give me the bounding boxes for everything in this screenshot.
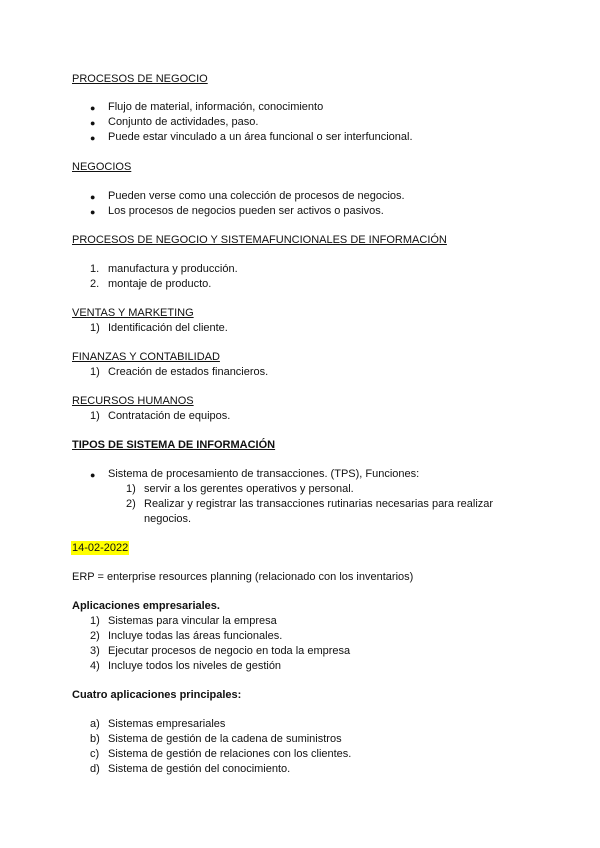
list-item: Realizar y registrar las transacciones rutinarias necesarias para realizar (144, 498, 494, 510)
erp-definition: ERP = enterprise resources planning (relacionado con los inventarios) (72, 571, 414, 583)
list-marker: 4) (90, 660, 100, 672)
list-marker: a) (90, 718, 100, 730)
date-highlight: 14-02-2022 (72, 542, 129, 554)
list-item: Sistemas empresariales (108, 718, 226, 730)
heading-ventas: VENTAS Y MARKETING (72, 307, 194, 319)
list-item: Incluye todas las áreas funcionales. (108, 630, 283, 642)
heading-finanzas: FINANZAS Y CONTABILIDAD (72, 351, 220, 363)
bullet-icon: ● (90, 192, 96, 202)
heading-negocios: NEGOCIOS (72, 161, 132, 173)
bullet-icon: ● (90, 133, 96, 143)
list-item: Sistema de gestión de relaciones con los clientes. (108, 748, 352, 760)
heading-recursos-humanos: RECURSOS HUMANOS (72, 395, 194, 407)
list-item-continuation: negocios. (144, 513, 192, 525)
list-item: Pueden verse como una colección de procesos de negocios. (108, 190, 405, 202)
heading-procesos-negocio: PROCESOS DE NEGOCIO (72, 73, 208, 85)
list-item: Conjunto de actividades, paso. (108, 116, 259, 128)
list-item: Flujo de material, información, conocimiento (108, 101, 324, 113)
list-marker: c) (90, 748, 100, 760)
list-item: Puede estar vinculado a un área funcional o ser interfuncional. (108, 131, 413, 143)
list-marker: b) (90, 733, 100, 745)
list-marker: 3) (90, 645, 100, 657)
bullet-icon: ● (90, 118, 96, 128)
list-marker: 1) (90, 366, 100, 378)
list-marker: 1. (90, 263, 100, 275)
list-item: servir a los gerentes operativos y personal. (144, 483, 354, 495)
heading-tipos-sistema: TIPOS DE SISTEMA DE INFORMACIÓN (72, 439, 276, 451)
list-marker: 1) (90, 615, 100, 627)
list-marker: 1) (90, 410, 100, 422)
list-item: Contratación de equipos. (108, 410, 231, 422)
list-marker: 2) (126, 498, 136, 510)
list-item: Sistema de procesamiento de transacciones. (TPS), Funciones: (108, 468, 420, 480)
list-item: Los procesos de negocios pueden ser activos o pasivos. (108, 205, 384, 217)
list-item: Sistemas para vincular la empresa (108, 615, 277, 627)
list-item: Incluye todos los niveles de gestión (108, 660, 282, 672)
bullet-icon: ● (90, 470, 96, 480)
list-marker: 2. (90, 278, 100, 290)
list-item: Creación de estados financieros. (108, 366, 269, 378)
heading-cuatro-aplicaciones: Cuatro aplicaciones principales: (72, 689, 242, 701)
list-item: Identificación del cliente. (108, 322, 228, 334)
list-item: Sistema de gestión de la cadena de suministros (108, 733, 342, 745)
bullet-icon: ● (90, 207, 96, 217)
list-marker: 2) (90, 630, 100, 642)
list-marker: 1) (126, 483, 136, 495)
list-item: Ejecutar procesos de negocio en toda la empresa (108, 645, 351, 657)
list-item: manufactura y producción. (108, 263, 238, 275)
bullet-icon: ● (90, 103, 96, 113)
list-marker: d) (90, 763, 100, 775)
heading-aplicaciones: Aplicaciones empresariales. (72, 600, 220, 612)
list-item: montaje de producto. (108, 278, 212, 290)
list-marker: 1) (90, 322, 100, 334)
list-item: Sistema de gestión del conocimiento. (108, 763, 291, 775)
heading-procesos-sistemas: PROCESOS DE NEGOCIO Y SISTEMAFUNCIONALES DE INFORMACIÓN (72, 234, 447, 246)
